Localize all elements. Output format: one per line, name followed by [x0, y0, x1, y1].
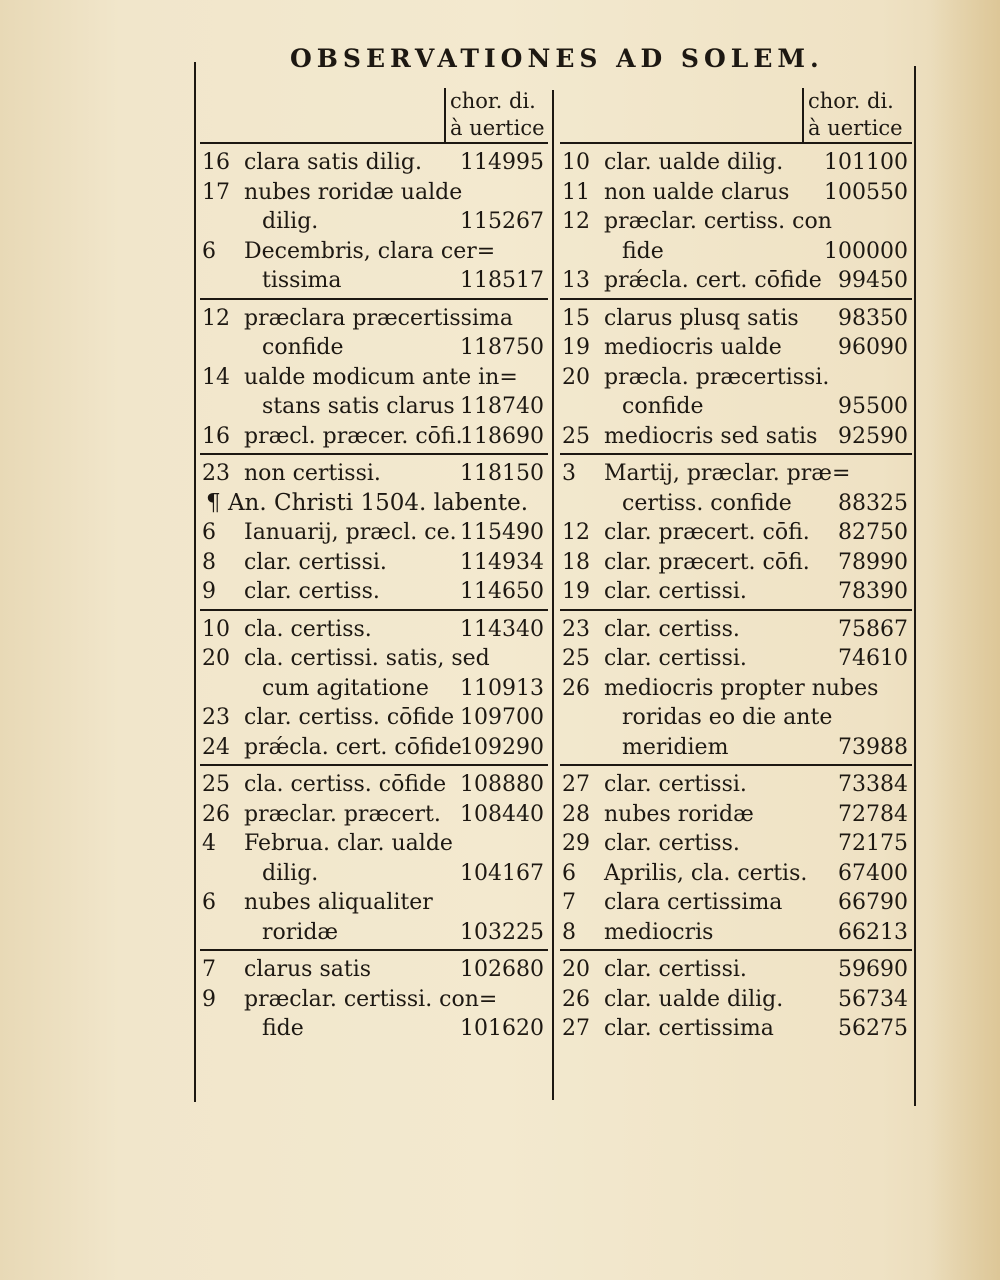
day-number: 18: [562, 549, 590, 575]
observation-text: clar. præcert. cōfi.: [604, 520, 810, 545]
chord-value: 114934: [460, 549, 544, 575]
entry-group: [560, 766, 912, 951]
chord-value: 118690: [460, 423, 544, 449]
table-row: [560, 577, 912, 607]
chord-value: 103225: [460, 919, 544, 945]
day-number: 7: [202, 957, 216, 982]
table-row: [560, 237, 912, 267]
day-number: 15: [562, 305, 590, 331]
observation-text: clar. certiss.: [604, 616, 740, 642]
observation-text: cla. certiss. cōfide: [244, 772, 447, 797]
day-number: 6: [202, 890, 216, 915]
chord-value: 98350: [838, 305, 908, 331]
observation-text: clar. ualde dilig.: [604, 986, 784, 1012]
observation-text: nubes aliqualiter: [244, 890, 433, 915]
left-header-line1: chor. di.: [450, 89, 536, 113]
table-row: [560, 674, 912, 704]
observation-text: prǽcla. cert. cōfide: [244, 734, 462, 760]
observation-text: certiss. confide: [622, 490, 792, 516]
entry-group: [200, 144, 548, 300]
observation-text: præcl. præcer. cōfi.: [244, 423, 463, 449]
observation-text: præclar. certissi. con=: [244, 986, 498, 1012]
chord-value: 56734: [838, 986, 908, 1012]
left-header-label: [444, 88, 545, 142]
day-number: 6: [202, 520, 216, 545]
chord-value: 115490: [460, 520, 544, 545]
table-row: [560, 1014, 912, 1044]
entry-group: [200, 455, 548, 611]
right-column-header: [560, 80, 912, 144]
observation-text: cla. certissi. satis, sed: [244, 646, 490, 671]
running-head: OBSERVATIONES AD SOLEM.: [290, 44, 824, 73]
day-number: 20: [562, 957, 590, 982]
observation-text: confide: [262, 335, 344, 360]
table-row: [560, 422, 912, 452]
chord-value: 118517: [460, 268, 544, 293]
table-row: [200, 955, 548, 985]
observation-text: clar. certiss.: [604, 831, 740, 856]
observation-text: nubes roridæ: [604, 801, 754, 827]
day-number: 26: [562, 986, 590, 1012]
chord-value: 72784: [838, 801, 908, 827]
table-row: [200, 422, 548, 452]
chord-value: 110913: [460, 675, 544, 701]
table-row: [560, 644, 912, 674]
observation-text: dilig.: [262, 860, 319, 886]
observation-text: non ualde clarus: [604, 179, 790, 205]
right-header-label: [802, 88, 903, 142]
table-row: [560, 829, 912, 859]
observation-text: clar. præcert. cōfi.: [604, 549, 810, 575]
observation-text: nubes roridæ ualde: [244, 179, 463, 205]
day-number: 19: [562, 579, 590, 604]
day-number: 10: [562, 150, 590, 175]
chord-value: 114650: [460, 579, 544, 604]
day-number: 24: [202, 734, 230, 760]
table-row: [200, 237, 548, 267]
observation-text: præclar. præcert.: [244, 801, 441, 827]
table-row: [200, 459, 548, 489]
chord-value: 66790: [838, 890, 908, 915]
observation-text: clar. certiss. cōfide: [244, 705, 455, 730]
table-row: [560, 178, 912, 208]
observation-text: clar. certissima: [604, 1016, 774, 1041]
entry-group: [200, 300, 548, 456]
day-number: 3: [562, 461, 576, 486]
chord-value: 92590: [838, 423, 908, 449]
chord-value: 102680: [460, 957, 544, 982]
day-number: 20: [562, 364, 590, 390]
day-number: 27: [562, 772, 590, 797]
observation-text: mediocris ualde: [604, 335, 782, 360]
observation-text: Decembris, clara cer=: [244, 238, 496, 264]
table-row: [560, 955, 912, 985]
chord-value: 109290: [460, 734, 544, 760]
day-number: 11: [562, 179, 590, 205]
table-row: [200, 392, 548, 422]
table-row: [560, 800, 912, 830]
chord-value: 82750: [838, 520, 908, 545]
chord-value: 59690: [838, 957, 908, 982]
day-number: 10: [202, 616, 230, 642]
day-number: 14: [202, 364, 230, 390]
observation-text: clara certissima: [604, 890, 783, 915]
right-header-line2: à uertice: [808, 116, 903, 140]
observation-text: clar. certissi.: [604, 646, 747, 671]
observation-text: prǽcla. cert. cōfide: [604, 268, 822, 293]
left-header-line2: à uertice: [450, 116, 545, 140]
table-row: [200, 888, 548, 918]
chord-value: 118740: [460, 394, 544, 419]
chord-value: 100000: [824, 238, 908, 264]
observation-text: clar. certiss.: [244, 579, 380, 604]
left-column-body: [200, 144, 548, 1046]
day-number: 9: [202, 579, 216, 604]
chord-value: 114340: [460, 616, 544, 642]
observation-text: præclara præcertissima: [244, 305, 513, 331]
entry-group: [200, 766, 548, 951]
table-row: [560, 363, 912, 393]
table-row: [560, 207, 912, 237]
chord-value: 104167: [460, 860, 544, 886]
observation-text: dilig.: [262, 209, 319, 234]
day-number: 28: [562, 801, 590, 827]
observation-text: clarus plusq satis: [604, 305, 799, 331]
table-row: [200, 770, 548, 800]
observation-text: mediocris sed satis: [604, 423, 818, 449]
entry-group: [200, 951, 548, 1046]
right-column: [560, 80, 912, 1046]
table-row: [560, 703, 912, 733]
observation-text: confide: [622, 394, 704, 419]
observation-text: Martij, præclar. præ=: [604, 461, 851, 486]
day-number: 26: [562, 675, 590, 701]
table-row: [560, 985, 912, 1015]
observation-text: cla. certiss.: [244, 616, 372, 642]
day-number: 12: [562, 209, 590, 234]
table-row: [560, 148, 912, 178]
observation-text: præcla. præcertissi.: [604, 364, 830, 390]
table-row: [560, 459, 912, 489]
observation-text: clar. certissi.: [604, 957, 747, 982]
observation-text: clara satis dilig.: [244, 150, 422, 175]
day-number: 27: [562, 1016, 590, 1041]
table-row: [560, 888, 912, 918]
observation-text: Februa. clar. ualde: [244, 831, 453, 856]
chord-value: 101620: [460, 1016, 544, 1041]
table-row: [560, 615, 912, 645]
chord-value: 75867: [838, 616, 908, 642]
chord-value: 101100: [824, 150, 908, 175]
day-number: 19: [562, 335, 590, 360]
observation-text: tissima: [262, 268, 342, 293]
chord-value: 56275: [838, 1016, 908, 1041]
day-number: 16: [202, 150, 230, 175]
chord-value: 74610: [838, 646, 908, 671]
table-row: [200, 918, 548, 948]
day-number: 23: [562, 616, 590, 642]
table-row: [560, 859, 912, 889]
chord-value: 108440: [460, 801, 544, 827]
observation-text: mediocris propter nubes: [604, 675, 879, 701]
table-row: [200, 577, 548, 607]
observation-text: ualde modicum ante in=: [244, 364, 518, 390]
day-number: 6: [562, 860, 576, 886]
chord-value: 72175: [838, 831, 908, 856]
table-row: [200, 333, 548, 363]
chord-value: 115267: [460, 209, 544, 234]
observation-text: clar. certissi.: [604, 772, 747, 797]
table-row: [560, 548, 912, 578]
chord-value: 78390: [838, 579, 908, 604]
center-divider-rule: [552, 90, 554, 1100]
table-row: [200, 1014, 548, 1044]
observation-text: Ianuarij, præcl. ce.: [244, 520, 457, 545]
table-row: [200, 363, 548, 393]
table-row: [200, 985, 548, 1015]
chord-value: 66213: [838, 919, 908, 945]
entry-group: [560, 951, 912, 1046]
left-column: [200, 80, 548, 1046]
table-row: [200, 829, 548, 859]
table-row: [200, 859, 548, 889]
chord-value: 78990: [838, 549, 908, 575]
year-heading-row: [200, 489, 548, 519]
table-row: [200, 644, 548, 674]
day-number: 23: [202, 461, 230, 486]
table-row: [200, 178, 548, 208]
chord-value: 96090: [838, 335, 908, 360]
table-row: [560, 266, 912, 296]
chord-value: 118150: [460, 461, 544, 486]
day-number: 23: [202, 705, 230, 730]
year-heading-text: ¶ An. Christi 1504. labente.: [206, 489, 528, 516]
day-number: 29: [562, 831, 590, 856]
day-number: 20: [202, 646, 230, 671]
day-number: 4: [202, 831, 216, 856]
entry-group: [560, 300, 912, 456]
day-number: 25: [562, 423, 590, 449]
chord-value: 95500: [838, 394, 908, 419]
entry-group: [200, 611, 548, 767]
chord-value: 108880: [460, 772, 544, 797]
observation-text: mediocris: [604, 919, 714, 945]
right-column-body: [560, 144, 912, 1046]
left-column-header: [200, 80, 548, 144]
table-row: [560, 918, 912, 948]
table-row: [200, 148, 548, 178]
observation-text: cum agitatione: [262, 675, 429, 701]
day-number: 7: [562, 890, 576, 915]
observation-text: clar. certissi.: [604, 579, 747, 604]
table-row: [200, 304, 548, 334]
chord-value: 114995: [460, 150, 544, 175]
chord-value: 109700: [460, 705, 544, 730]
day-number: 17: [202, 179, 230, 205]
table-row: [560, 489, 912, 519]
chord-value: 73384: [838, 772, 908, 797]
table-row: [200, 733, 548, 763]
table-row: [200, 518, 548, 548]
day-number: 25: [202, 772, 230, 797]
day-number: 9: [202, 986, 216, 1012]
observation-text: clarus satis: [244, 957, 372, 982]
entry-group: [560, 611, 912, 767]
table-row: [200, 207, 548, 237]
right-border-rule: [914, 66, 916, 1106]
observation-text: roridas eo die ante: [622, 705, 833, 730]
day-number: 6: [202, 238, 216, 264]
chord-value: 73988: [838, 734, 908, 760]
day-number: 12: [562, 520, 590, 545]
table-row: [560, 304, 912, 334]
table-row: [560, 770, 912, 800]
table-row: [200, 615, 548, 645]
chord-value: 88325: [838, 490, 908, 516]
table-row: [560, 733, 912, 763]
observation-text: Aprilis, cla. certis.: [604, 860, 808, 886]
observation-text: roridæ: [262, 919, 339, 945]
table-row: [200, 674, 548, 704]
chord-value: 100550: [824, 179, 908, 205]
entry-group: [560, 455, 912, 611]
page-edge-stain: [930, 0, 1000, 1280]
observation-text: non certissi.: [244, 461, 381, 486]
observation-text: clar. ualde dilig.: [604, 150, 784, 175]
observation-text: meridiem: [622, 734, 729, 760]
day-number: 26: [202, 801, 230, 827]
observation-text: clar. certissi.: [244, 549, 387, 575]
chord-value: 67400: [838, 860, 908, 886]
day-number: 8: [562, 919, 576, 945]
table-row: [200, 800, 548, 830]
day-number: 13: [562, 268, 590, 293]
table-row: [200, 548, 548, 578]
table-row: [200, 266, 548, 296]
left-border-rule: [194, 62, 196, 1102]
day-number: 12: [202, 305, 230, 331]
observation-text: præclar. certiss. con: [604, 209, 832, 234]
table-row: [200, 703, 548, 733]
day-number: 16: [202, 423, 230, 449]
observation-text: fide: [622, 238, 664, 264]
day-number: 8: [202, 549, 216, 575]
chord-value: 99450: [838, 268, 908, 293]
table-row: [560, 518, 912, 548]
table-row: [560, 333, 912, 363]
entry-group: [560, 144, 912, 300]
observation-text: stans satis clarus: [262, 394, 455, 419]
day-number: 25: [562, 646, 590, 671]
chord-value: 118750: [460, 335, 544, 360]
right-header-line1: chor. di.: [808, 89, 894, 113]
table-row: [560, 392, 912, 422]
observation-text: fide: [262, 1016, 304, 1041]
